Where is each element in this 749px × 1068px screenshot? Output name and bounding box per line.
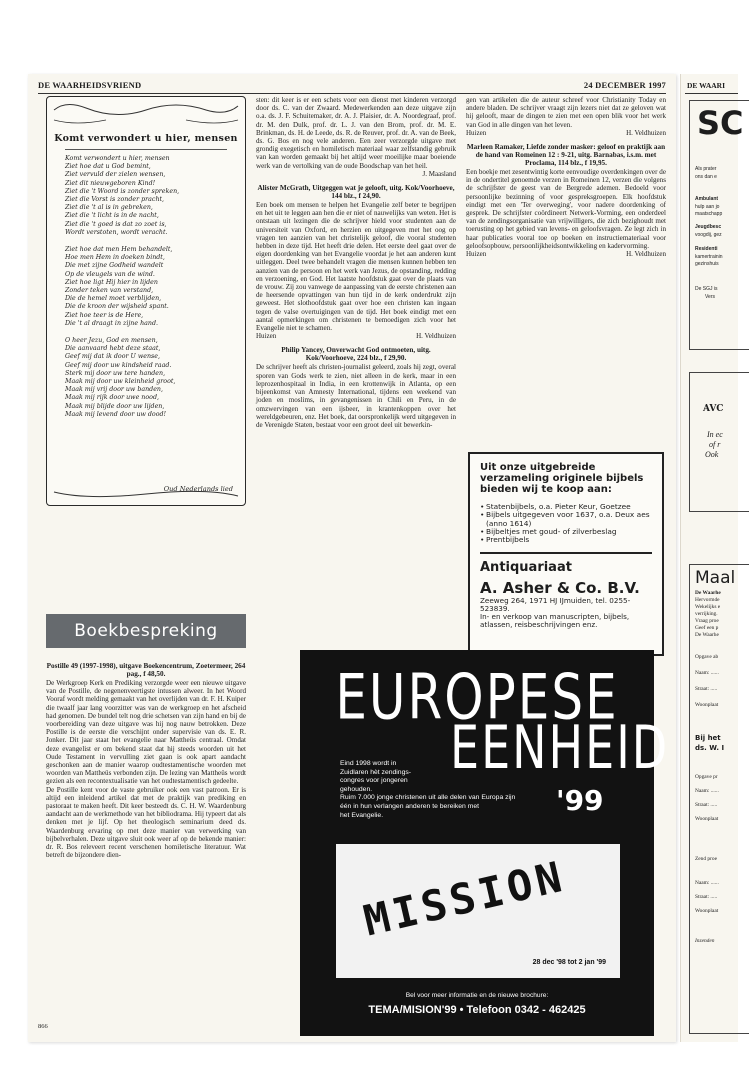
- poem-line: Zonder teken van verstand,: [65, 287, 154, 295]
- review-title: Alister McGrath, Uitgeggen wat je gelooft, uitg. Kok/Voorhoeve, 144 blz., f 24,90.: [257, 184, 455, 201]
- poem-title: Komt verwondert u hier, mensen: [54, 133, 238, 144]
- right-form-footer: Inzenden: [695, 938, 715, 944]
- right-ad-line: Ambulant: [695, 196, 719, 202]
- right-ad-line: Ook: [705, 450, 719, 459]
- issue-date: 24 DECEMBER 1997: [583, 80, 666, 90]
- right-ad-line: gezinshuis: [695, 261, 719, 267]
- right-ad-line: hulp aan jo: [695, 204, 720, 210]
- mission-logo-text: MISSION: [359, 851, 570, 946]
- right-form-field[interactable]: Opgave pr: [695, 774, 718, 780]
- right-form-field[interactable]: Zend proe: [695, 856, 718, 862]
- poem-line: Sterk mij door uw tere handen,: [65, 369, 166, 377]
- right-page-header: DE WAARI: [687, 81, 725, 90]
- right-ad-line: Residenti: [695, 246, 718, 252]
- right-ad-line: kamertrainin: [695, 254, 723, 260]
- right-ad-line: of r: [709, 440, 721, 449]
- signature-place: Huizen: [256, 332, 277, 341]
- publication-name: DE WAARHEIDSVRIEND: [38, 80, 142, 90]
- ad-item: • Statenbijbels, o.a. Pieter Keur, Goetzee: [480, 503, 652, 511]
- poem-line: Ziet die 't Woord is zonder spreken,: [65, 187, 180, 195]
- right-form-field[interactable]: Straat: .....: [695, 686, 718, 692]
- mission-dates: 28 dec '98 tot 2 jan '99: [532, 959, 606, 966]
- poem-line: Geef mij dat ik door U wense,: [65, 353, 160, 361]
- right-form-line: Wekelijks e: [695, 604, 721, 610]
- poem-line: Hoe men Hem in doeken bindt,: [65, 254, 165, 262]
- ad-item: • Prentbijbels: [480, 536, 652, 544]
- review-paragraph: sten: dit keer is er een schets voor een dienst met kinderen verzorgd door ds. C. van der Zwaard. Medewerkenden aan deze uitgave zijn o.a. ds. J. F. Schuitemaker, dr. A. J. Plaisier, dr. A. Noordegraaf, prof. dr. M. den Dulk, prof. dr. L. J. van den Brom, prof. dr. M. E. Brinkman, ds. H. de Leede, ds. R. de Reuver, prof. dr. A. van de Beek, ds. G. Bos en nog vele anderen. Een zeer verzorgde uitgave met grondig exegetisch en homiletisch materiaal waar zelfstandig gebruik van kan worden gemaakt bij het altijd weer moeilijke maar boeiende werk van de vertolking van de oude Boodschap van het heil.: [256, 96, 456, 170]
- review-title: Marleen Ramaker, Liefde zonder masker: geloof en praktijk aan de hand van Romeinen 12 : 9-21, uitg. Barnabas, i.s.m. met Proclama, 114 blz., f 19,95.: [466, 143, 666, 168]
- right-page-rule: [685, 93, 738, 94]
- poem-line: Die met zijne Godheid wandelt: [65, 262, 164, 270]
- ad-body-line: het Evangelie.: [340, 811, 384, 819]
- review-signature: [466, 250, 666, 258]
- right-form-field[interactable]: Woonplaat: [695, 908, 719, 914]
- poem-body: [65, 155, 235, 428]
- ad-footer-contact: TEMA/MISION'99 • Telefoon 0342 - 462425: [368, 1004, 586, 1016]
- review-signature: [256, 332, 456, 340]
- right-ad-line: De SGJ is: [695, 286, 718, 292]
- poem-line: Ziet hoe dat men Hem behandelt,: [65, 246, 173, 254]
- right-newspaper-page: [680, 74, 744, 1042]
- poem-stanza: [65, 337, 235, 419]
- poem-line: Ziet dit nieuwgeboren Kind!: [65, 179, 156, 187]
- poem-line: Maak mij vrij door uw banden,: [65, 386, 163, 394]
- poem-source: Oud Nederlands lied: [163, 485, 233, 493]
- section-banner: Boekbespreking: [46, 614, 246, 648]
- right-form-line: Geef een p: [695, 625, 719, 631]
- ad-body-line: congres voor jongeren: [340, 777, 408, 785]
- right-ad-line: Als prater: [695, 166, 717, 172]
- poem-line: Ziet die 't goed is dat zo zoet is,: [65, 220, 167, 228]
- right-form-field[interactable]: Straat: .....: [695, 802, 718, 808]
- header-rule: [38, 93, 666, 94]
- review-paragraph: De Postille kent voor de vaste gebruiker ook een vast patroon. Er is altijd een inleidend artikel dat met de praktijk van prediking en pastoraat te maken heeft. Dit keer besteedt ds. C. H. W. Waardenburg aandacht aan de werkmethode van het bibliodrama. Hij typeert dat als denken met je lijf. Op het theologisch seminarium deed ds. Waardenburg ervaring op met deze manier van verwerking van bijbelverhalen. Deze uitgave sluit ook weer af op de bekende manier: dr. R. Bos releveert recent verschenen homiletische literatuur. Wat betreft de bijzondere dien-: [46, 785, 246, 860]
- poem-line: Geef mij door uw kindsheid raad.: [65, 361, 172, 369]
- ad-body-text: [340, 760, 526, 856]
- right-form-field[interactable]: Opgave ab: [695, 654, 719, 660]
- ad-company: A. Asher & Co. B.V.: [480, 578, 640, 597]
- poem-line: Ziet hoe ligt Hij hier in lijden: [65, 278, 158, 286]
- column-3: [466, 96, 666, 441]
- right-form-line: De Waarhe: [695, 590, 721, 596]
- ad-address: Zeeweg 264, 1971 HJ IJmuiden, tel. 0255-523839.: [480, 595, 631, 613]
- right-form-field[interactable]: Naam: ......: [695, 788, 719, 794]
- ad-title-line2: EENHEID: [450, 711, 670, 783]
- right-form-line: verrijking.: [695, 611, 718, 617]
- ad-heading: Antiquariaat: [480, 559, 572, 575]
- review-title: Postille 49 (1997-1998), uitgave Boekencentrum, Zoetermeer, 264 pag., f 48,50.: [46, 662, 246, 678]
- ad-rule: [480, 552, 652, 554]
- right-ad-title: AVC: [703, 404, 724, 414]
- poem-line: O heer Jezu, God en mensen,: [65, 337, 158, 345]
- poem-line: Ziet die Vorst is zonder pracht,: [65, 196, 165, 204]
- signature-author: H. Veldhuizen: [626, 128, 666, 137]
- ad-item-list: [480, 503, 652, 544]
- antiquariaat-advertisement: [468, 452, 664, 656]
- ad-footer-small: Bel voor meer informatie en de nieuwe brochure:: [405, 992, 549, 999]
- review-signature: [466, 129, 666, 137]
- right-ad-line: Jeugdbesc: [695, 224, 722, 230]
- poem-line: Komt verwondert u hier, mensen: [65, 155, 170, 162]
- right-form-field[interactable]: Naam: ......: [695, 670, 719, 676]
- page-header: [38, 80, 666, 94]
- right-form-heading: Bij het: [695, 734, 721, 742]
- poem-line: Op de vleugels van de wind.: [65, 270, 155, 278]
- right-form-field[interactable]: Woonplaat: [695, 702, 719, 708]
- right-ad-line: ons dan e: [695, 174, 717, 180]
- right-form-line: Vraag proe: [695, 618, 719, 624]
- poem-line: Ziet hoe dat u God bemint,: [65, 163, 151, 171]
- poem-line: Ziet vervuld der zielen wensen,: [65, 171, 166, 179]
- ad-item: • Bijbels uitgegeven voor 1637, o.a. Deux aes (anno 1614): [480, 511, 652, 528]
- right-ad-logo: SC: [697, 104, 744, 142]
- poem-line: Ziet die 't al is in gebreken,: [65, 204, 153, 212]
- right-ad-line: voogdij, gez: [695, 232, 722, 238]
- right-form-title: Maal: [695, 568, 736, 588]
- poem-line: Maak mij rijk door uwe nood,: [65, 394, 159, 402]
- ad-year: '99: [556, 784, 604, 817]
- right-form-line: Hervormde: [695, 597, 720, 603]
- review-title: Philip Yancey, Onverwacht God ontmoeten, uitg. Kok/Voorhoeve, 224 blz., f 29,90.: [281, 346, 431, 363]
- right-form-heading: ds. W. I: [695, 744, 725, 752]
- poem-line: Die 't al draagt in zijne hand.: [65, 319, 158, 327]
- poem-line: Die aanvaard hebt deze staat,: [65, 345, 161, 353]
- review-paragraph: De Werkgroep Kerk en Prediking verzorgde weer een nieuwe uitgave van de Postille, de negenenveertigste intussen alweer. In het Woord Vooraf wordt melding gemaakt van het overlijden van dr. F. H. Kuiper die twaalf jaar lang voorzitter was van de werkgroep en het afscheid had genomen. De bundel telt nog drie schetsen van zijn hand en bij de voorbereiding van deze uitgave was hij nog nauw betrokken. Deze Postille is de eerste die verschijnt onder supervisie van ds. E. R. Jonker. Dit jaar staat het evangelie naar Mattheüs centraal. Omdat deze evangelist er om bekend staat dat hij steeds woorden uit het Oude Testament in vervulling ziet gaan is ook apart aandacht geschonken aan de manier waarop oudtestamentische woorden met woorden van Mattheüs verbonden zijn. De lezing van Mattheüs wordt gezien als een recontextualisatie van het oudtestamentisch gedeelte.: [46, 679, 246, 786]
- right-ad-line: maatschapp: [695, 211, 723, 217]
- page-number: 866: [38, 1023, 48, 1030]
- review-paragraph: De schrijver heeft als christen-journalist geleerd, zoals hij zegt, overal sporen van Gods werk te zien, niet alleen in de kerk, maar in een leprozenhospitaal in India, in een krottenwijk in Atlanta, op een bijeenkomst van Amnesty International, tijdens een weekend van joden en moslims, in gevangenissen in Chili en Peru, in de omzwervingen van een ijsbeer, in krantenkoppen over het wereldgebeuren, enz. Het boek, dat oorspronkelijk werd uitgegeven in de Verenigde Staten, bestaat voor een groot deel uit bewerkin-: [256, 363, 456, 429]
- ad-body-line: gehouden.: [340, 785, 373, 793]
- right-ad-line: In ec: [707, 430, 723, 439]
- review-paragraph: Een boekje met zesentwintig korte eenvoudige overdenkingen over de in de ondertitel genoemde verzen in Romeinen 12, verzen die volgens de schrijfster de geest van de Bergrede ademen. Bedoeld voor persoonlijke bezinning of voor gespreksgroepen. Elk hoofdstuk eindigt met een 'Ter overweging', voor nadere doordenking of gesprek. De schrijfster coördineert Netwerk-Vorming, een onderdeel van de zendingsorganisatie van vrijwilligers, die zich bezighoudt met toerusting op het gebied van levens- en geloofsvragen. Ze legt zich in haar publicaties vooral toe op boeken en instructiemateriaal voor geloofsopbouw, persoonlijkheidsontwikkeling en kadervorming.: [466, 168, 666, 250]
- poem-line: Die de hemel moet verblijden,: [65, 295, 162, 303]
- poem-stanza: [65, 246, 235, 328]
- right-form-field[interactable]: Straat: .....: [695, 894, 718, 900]
- poem-line: Maak mij levend door uw dood!: [65, 410, 167, 418]
- right-ad-line: Vers: [705, 294, 716, 300]
- poem-line: Maak mij door uw kleinheid groot,: [65, 378, 176, 386]
- ad-body-line: Zuidlaren hèt zendings-: [340, 768, 412, 776]
- review-paragraph: gen van artikelen die de auteur schreef voor Christianity Today en andere bladen. De schrijver vraagt zijn lezers niet dat ze geloven wat hij gelooft, maar de dingen te zien met een open blik voor het werk van God in alle dingen van het leven.: [466, 96, 666, 129]
- right-form-line: De Waarhe: [695, 632, 719, 638]
- poem-line: Wordt verstoten, wordt veracht.: [65, 228, 168, 236]
- signature-author: H. Veldhuizen: [416, 332, 456, 341]
- column-1: [46, 656, 246, 1026]
- review-paragraph: Een boek om mensen te helpen het Evangelie zelf beter te begrijpen en het uit te leggen aan hen die er niet of nauwelijks van weten. Het is ontstaan uit lezingen die de schrijver hield voor studenten aan de universiteit van Oxford, en herzien en uitgegeven met het oog op vragen ten aanzien van het christelijk geloof, die vooral studenten hebben in deze tijd. Het heeft drie delen. Het eerste deel gaat over de eigen doordenking van het Evangelie voordat je het aan anderen kunt uitleggen. Deel twee behandelt vragen die mensen kunnen hebben ten aanzien van de persoon en het werk van Jezus, de opstanding, redding en verzoening, en God. Het laatste hoofdstuk gaat over de plaats van de vrouw. Zij zou vanwege de aanpassing van de eerste christenen aan de heersende opvattingen van hun tijd in de kerk onderdrukt zijn geweest. Het slothoofdstuk gaat over hoe een christen kan ingaan tegen de valse overtuigingen van de tijd. Het boek eindigt met een aantal opmerkingen om christenen te bemoedigen zich voor het Evangelie niet te schamen.: [256, 201, 456, 333]
- mission-panel: [336, 844, 620, 978]
- ad-body-line: Ruim 7.000 jonge christenen uit alle delen van Europa zijn: [340, 794, 516, 802]
- right-form-field[interactable]: Woonplaat: [695, 816, 719, 822]
- poem-stanza: [65, 155, 235, 237]
- ad-headline: Uit onze uitgebreide verzameling originele bijbels bieden wij te koop aan:: [480, 462, 644, 495]
- ad-body-line: één in hun verlangen anderen te bereiken met: [340, 802, 480, 810]
- signature-author: H. Veldhuizen: [626, 250, 666, 259]
- poem-line: Maak mij blijde door uw lijden,: [65, 402, 165, 410]
- poem-line: Ziet hoe teer is de Here,: [65, 311, 144, 319]
- ad-body-line: Eind 1998 wordt in: [340, 760, 397, 767]
- review-signature: J. Maasland: [422, 169, 456, 178]
- mission-99-advertisement: [300, 650, 670, 1036]
- poem-title-rule: [65, 149, 227, 150]
- signature-place: Huizen: [466, 128, 487, 137]
- ad-services: In- en verkoop van manuscripten, bijbels, atlassen, reisbeschrijvingen enz.: [480, 611, 630, 629]
- right-form-field[interactable]: Naam: ......: [695, 880, 719, 886]
- poem-line: Ziet die 't licht is in de nacht,: [65, 212, 159, 220]
- signature-place: Huizen: [466, 250, 487, 259]
- poem-frame: [46, 96, 246, 506]
- ad-item: • Bijbeltjes met goud- of zilverbeslag: [480, 528, 652, 536]
- ad-title-line1: EUROPESE: [335, 660, 619, 734]
- poem-line: Die de kroon der wijsheid spant.: [65, 303, 169, 311]
- column-2: [256, 96, 456, 622]
- left-newspaper-page: [28, 74, 676, 1042]
